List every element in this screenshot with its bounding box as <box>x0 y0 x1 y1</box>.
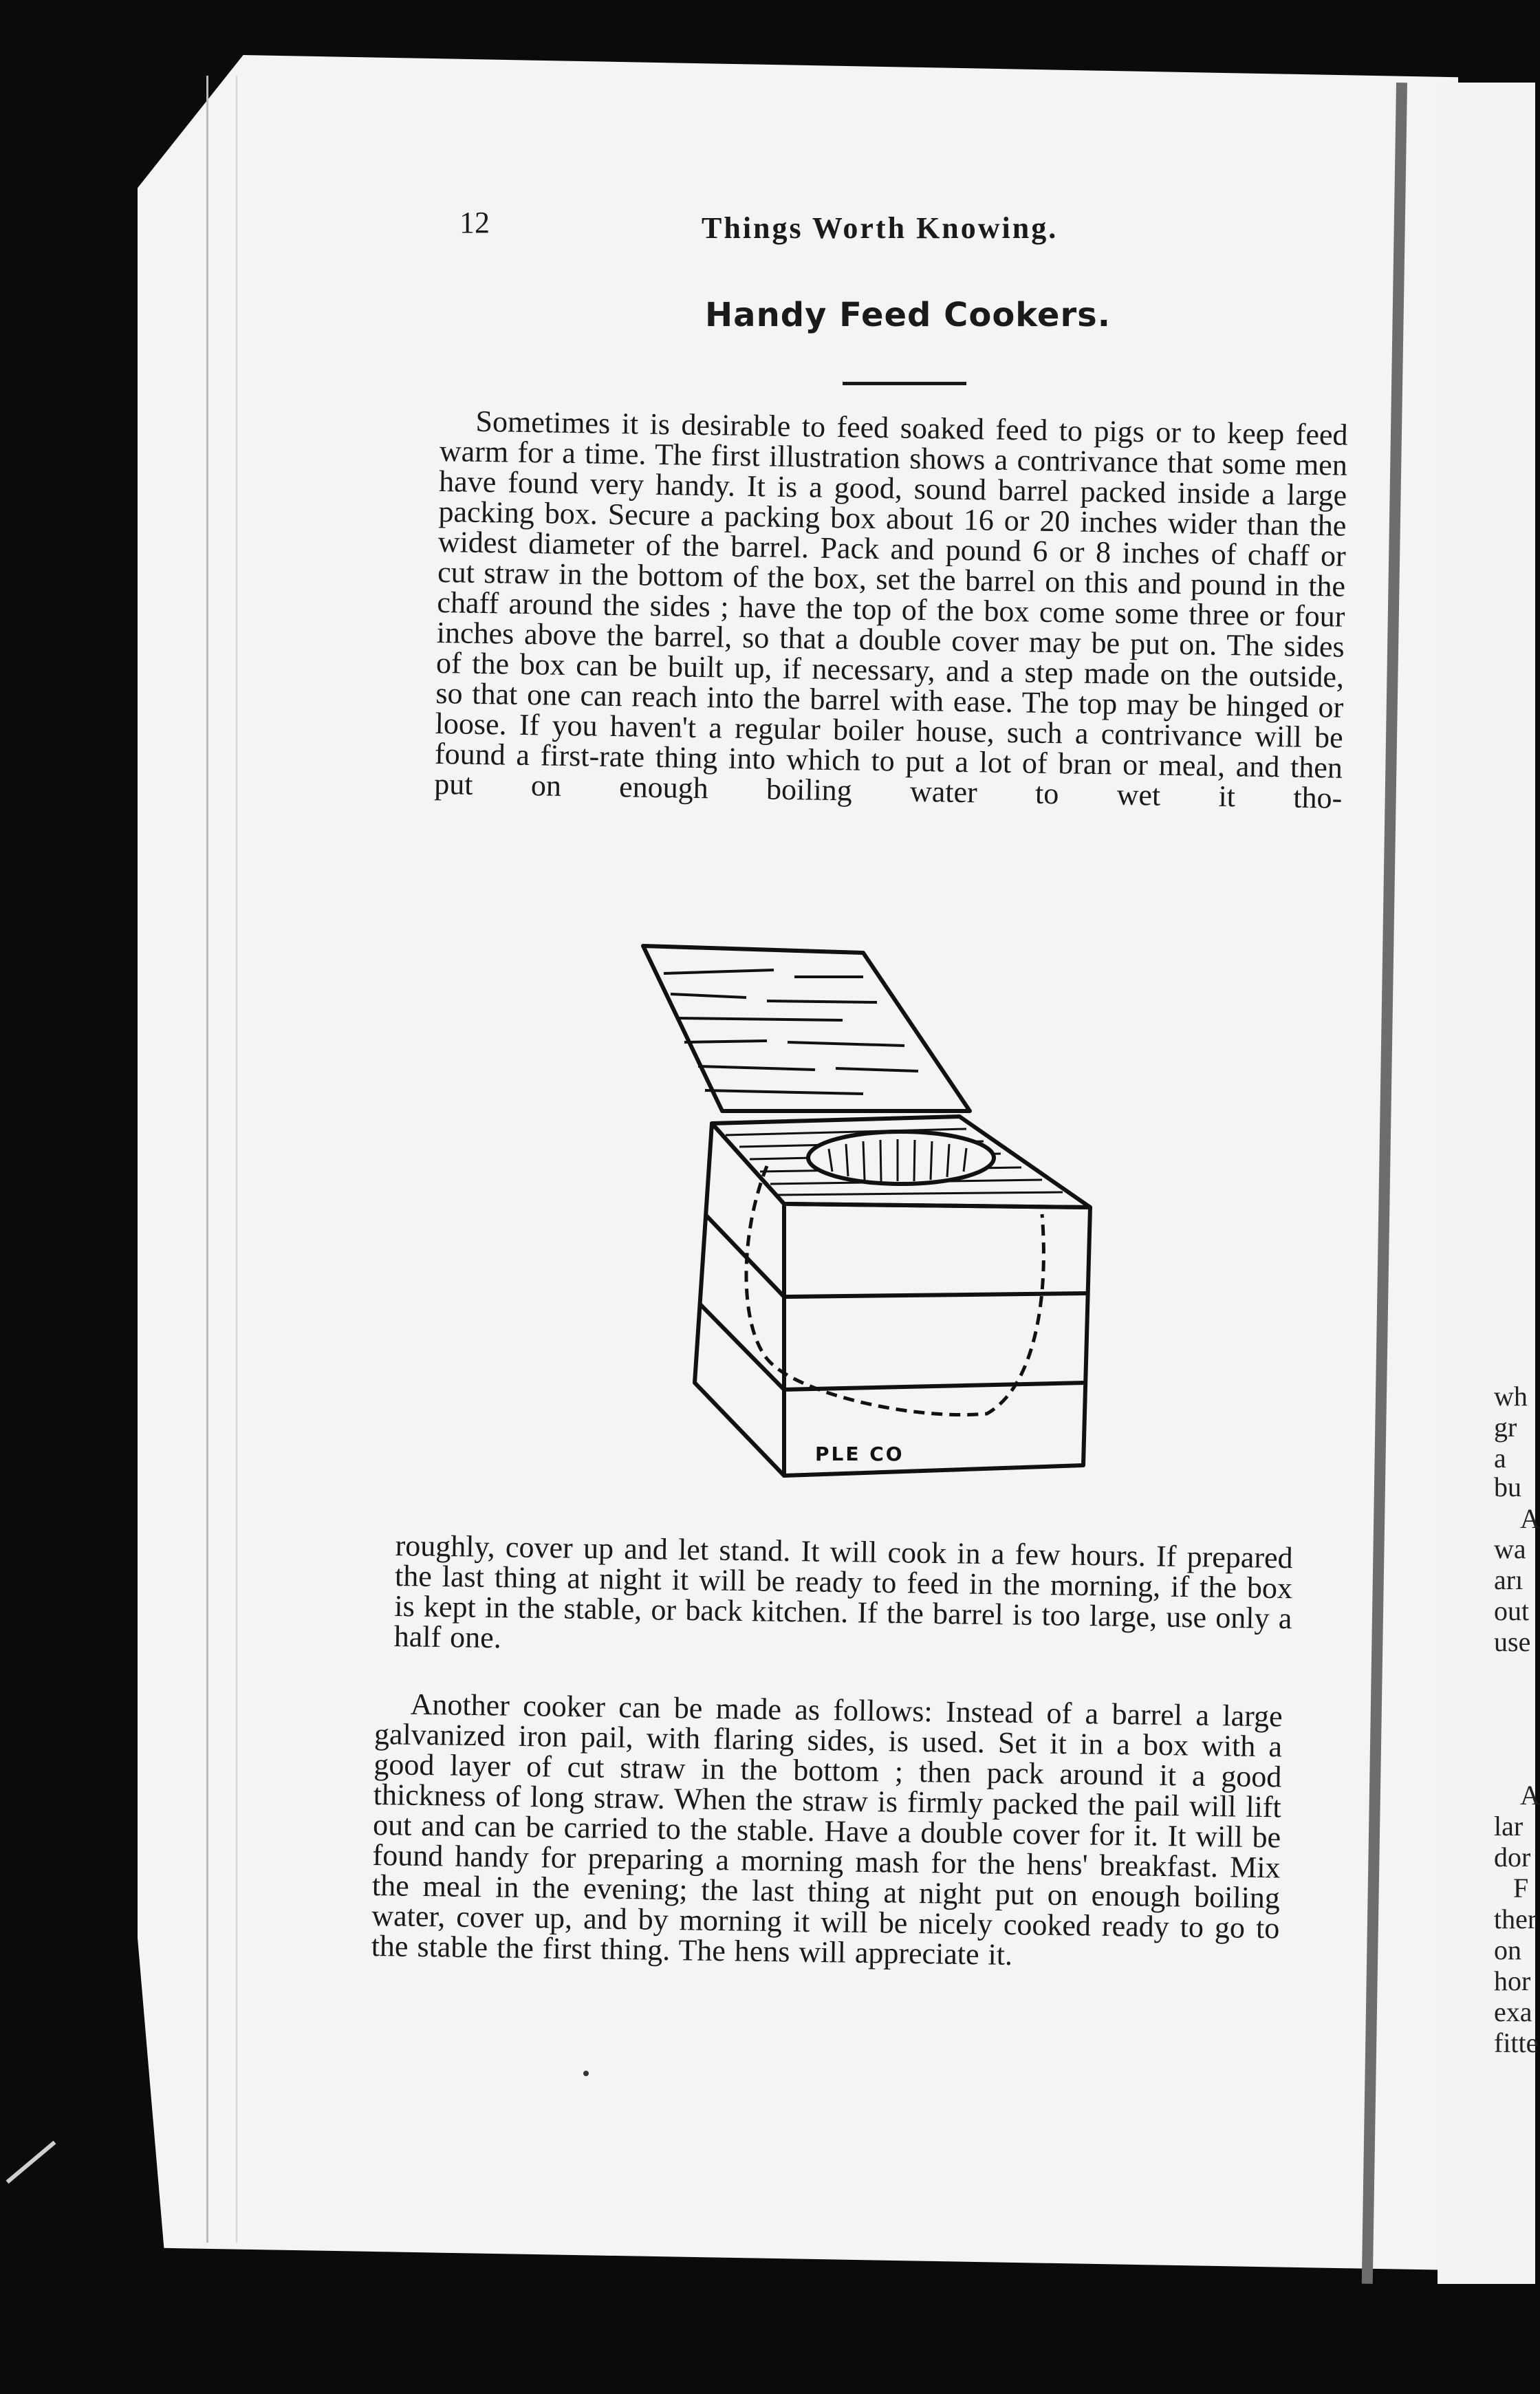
facing-line: use <box>1494 1626 1531 1657</box>
facing-line: wh <box>1494 1381 1528 1412</box>
facing-line: ther <box>1494 1904 1537 1934</box>
facing-line: F <box>1513 1873 1529 1904</box>
facing-line: arı <box>1494 1564 1523 1595</box>
paragraph-1 <box>434 406 1348 814</box>
facing-line: exa <box>1494 1996 1532 2027</box>
facing-line: wa <box>1494 1533 1526 1564</box>
paragraph-3 <box>371 1689 1282 1974</box>
facing-line: lar <box>1494 1811 1523 1842</box>
scan-scratch <box>6 2141 56 2183</box>
box-lid <box>643 946 970 1111</box>
facing-line: A <box>1520 1780 1540 1811</box>
facing-line: gr <box>1494 1412 1517 1443</box>
lid-grain <box>664 970 918 1094</box>
box-left-face <box>695 1123 784 1476</box>
paragraph-2 <box>394 1531 1293 1664</box>
facing-line: fitte <box>1494 2027 1539 2058</box>
paragraph-3-text: Another cooker can be made as follows: Instead of a barrel a large galvanized iron pail, with flaring sides, is used. Set it in a box with a good layer of cut straw in the bottom ; then pack around it a good thickness of long straw. When the straw is firmly packed the pail will lift out and can be carried to the stable. Have a double cover for it. It will be found handy for preparing a morning mash for the hens' breakfast. Mix the meal in the evening; the last thing at night put on enough boiling water, cover up, and by morning it will be nicely cooked ready to go to the stable the first thing. The hens will appreciate it. <box>371 1687 1283 1972</box>
facing-line: on <box>1494 1934 1521 1965</box>
page-number: 12 <box>459 206 490 239</box>
page-header <box>0 200 1535 248</box>
facing-line: A <box>1520 1503 1540 1534</box>
title-rule <box>843 382 966 385</box>
facing-line: dor <box>1494 1842 1531 1873</box>
paragraph-1-text: Sometimes it is desirable to feed soaked feed to pigs or to keep feed warm for a time. The first illustration shows a contrivance that some men have found very handy. It is a good, sound barrel packed inside a large packing box. Secure a packing box about 16 or 20 inches wider than the widest diameter of the barrel. Pack and pound 6 or 8 inches of chaff or cut straw in the bottom of the box, set the barrel on this and pound in the chaff around the sides ; have the top of the box come some three or four inches above the barrel, so that a double cover may be put on. The sides of the box can be built up, if necessary, and a step made on the outside, so that one can reach into the barrel with ease. The top may be hinged or loose. If you haven't a regular boiler house, such a contrivance will be found a first-rate thing into which to put a lot of bran or meal, and then put on enough boiling water to wet it tho- <box>433 404 1348 815</box>
page-edge-strip <box>206 76 237 2243</box>
ink-speck <box>583 2071 589 2076</box>
paragraph-2-text: roughly, cover up and let stand. It will cook in a few hours. If prepared the last thing at night it will be ready to feed in the morning, if the box is kept in the stable, or back kitchen. If the barrel is too large, use only a half one. <box>393 1529 1293 1655</box>
facing-line: out <box>1494 1595 1530 1626</box>
facing-page <box>1438 83 1540 2284</box>
article-title: Handy Feed Cookers. <box>705 296 1111 334</box>
feed-cooker-illustration <box>636 939 1097 1489</box>
running-head: Things Worth Knowing. <box>702 211 1059 245</box>
engraver-signature: PLE CO <box>815 1443 904 1465</box>
facing-line: bu <box>1494 1471 1521 1502</box>
facing-line: hor <box>1494 1965 1531 1996</box>
facing-line: a <box>1494 1443 1506 1474</box>
